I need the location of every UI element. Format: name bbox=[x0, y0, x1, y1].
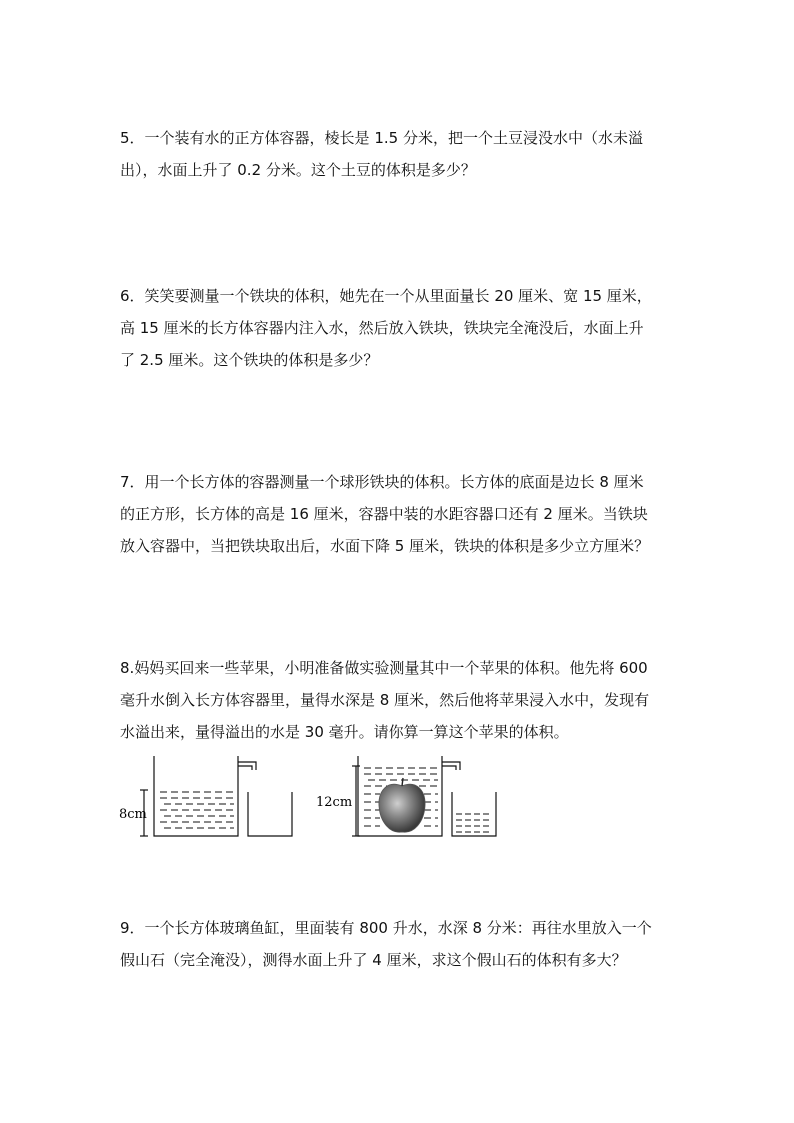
question-line: 水溢出来，量得溢出的水是 30 毫升。请你算一算这个苹果的体积。 bbox=[120, 723, 569, 741]
question-8 bbox=[120, 652, 680, 748]
question-number: 6． bbox=[120, 287, 145, 305]
spout-left bbox=[238, 762, 256, 770]
dimension-label-left: 8cm bbox=[119, 807, 147, 822]
container-figure bbox=[118, 756, 518, 842]
question-line: 毫升水倒入长方体容器里，量得水深是 8 厘米，然后他将苹果浸入水中，发现有 bbox=[120, 691, 650, 709]
container-diagram bbox=[118, 756, 518, 842]
question-line: 8.妈妈买回来一些苹果，小明准备做实验测量其中一个苹果的体积。他先将 600 bbox=[120, 659, 648, 677]
beaker-left bbox=[248, 792, 292, 836]
question-line: 5．一个装有水的正方体容器，棱长是 1.5 分米，把一个土豆浸没水中（水未溢 bbox=[120, 129, 643, 147]
apple-image bbox=[379, 778, 425, 832]
question-9 bbox=[120, 912, 680, 976]
spout-right bbox=[442, 762, 460, 770]
question-line: 假山石（完全淹没），测得水面上升了 4 厘米，求这个假山石的体积有多大？ bbox=[120, 951, 627, 969]
question-5 bbox=[120, 122, 680, 186]
question-line: 放入容器中，当把铁块取出后，水面下降 5 厘米，铁块的体积是多少立方厘米？ bbox=[120, 537, 650, 555]
question-line: 9．一个长方体玻璃鱼缸，里面装有 800 升水，水深 8 分米：再往水里放入一个 bbox=[120, 919, 652, 937]
question-line: 7．用一个长方体的容器测量一个球形铁块的体积。长方体的底面是边长 8 厘米 bbox=[120, 473, 644, 491]
overflow-water bbox=[456, 814, 492, 832]
question-line: 的正方形，长方体的高是 16 厘米，容器中装的水距容器口还有 2 厘米。当铁块 bbox=[120, 505, 648, 523]
question-number: 8. bbox=[120, 659, 135, 677]
dimension-label-right: 12cm bbox=[316, 795, 353, 810]
question-6 bbox=[120, 280, 680, 376]
question-line: 高 15 厘米的长方体容器内注入水，然后放入铁块，铁块完全淹没后，水面上升 bbox=[120, 319, 644, 337]
question-number: 5． bbox=[120, 129, 145, 147]
question-7 bbox=[120, 466, 680, 562]
question-number: 7． bbox=[120, 473, 145, 491]
water-left bbox=[160, 792, 234, 828]
question-line: 出），水面上升了 0.2 分米。这个土豆的体积是多少？ bbox=[120, 161, 476, 179]
container-left bbox=[154, 756, 238, 836]
question-line: 6．笑笑要测量一个铁块的体积，她先在一个从里面量长 20 厘米、宽 15 厘米， bbox=[120, 287, 652, 305]
question-number: 9． bbox=[120, 919, 145, 937]
question-line: 了 2.5 厘米。这个铁块的体积是多少？ bbox=[120, 351, 379, 369]
dimension-marker-right bbox=[352, 766, 360, 836]
